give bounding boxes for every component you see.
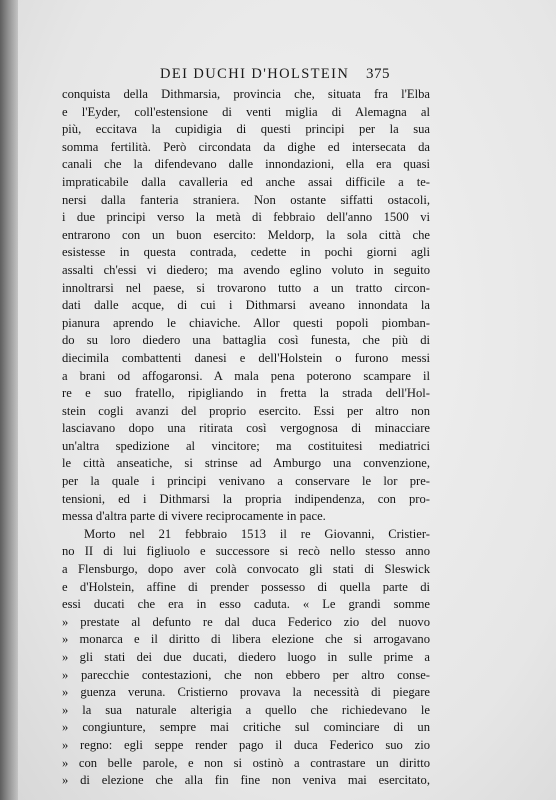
text-line: conquista della Dithmarsia, provincia che, situata fra l'Elba (62, 87, 430, 101)
paragraph-start-line: Morto nel 21 febbraio 1513 il re Giovanni, Cristier- (84, 526, 430, 541)
text-line: tensioni, ed i Dithmarsi la propria indipendenza, con pro- (62, 491, 430, 506)
text-line: pianura aprendo le chiaviche. Allor questi popoli piomban- (62, 315, 430, 330)
quoted-line: » gli stati dei due ducati, diedero luogo in sulle prime a (62, 650, 430, 664)
quoted-line: » la sua naturale alterigia a quello che richiedevano le (62, 702, 430, 717)
text-line: stein cogli avanzi del proprio esercito. Essi per altro non (62, 403, 430, 418)
text-line: lasciavano dopo una ritirata così vergognosa di minacciare (62, 421, 430, 436)
text-line: nersi dalla fanteria straniera. Non ostante siffatti ostacoli, (62, 192, 430, 207)
text-line: e l'Eyder, coll'estensione di venti miglia di Alemagna al (62, 104, 430, 119)
text-line: esistesse in questa contrada, cedette in pochi giorni agli (62, 245, 430, 260)
text-line: do su loro diedero una battaglia così funesta, che più di (62, 333, 430, 348)
text-line: somma fertilità. Però circondata da dighe ed intersecata da (62, 139, 430, 154)
text-line: assalti ch'essi vi diedero; ma avendo eglino voluto in seguito (62, 262, 430, 277)
quoted-line: » con belle parole, e non si ostinò a contrastare un diritto (62, 755, 430, 770)
text-line: a Flensburgo, dopo aver colà convocato gli stati di Sleswick (62, 562, 430, 577)
text-line: entrarono con un buon esercito: Meldorp, la sola città che (62, 227, 430, 242)
text-line: per la quale i principi venivano a conservare le lor pre- (62, 474, 430, 489)
quoted-line: » guenza veruna. Cristierno provava la necessità di piegare (62, 685, 430, 700)
quoted-line: » monarca e il diritto di libera elezione che si arrogavano (62, 632, 430, 647)
quoted-line: » di elezione che alla fin fine non veniva mai esercitato, (62, 773, 430, 788)
text-line: impraticabile dalla cavalleria ed anche assai difficile a te- (62, 174, 430, 189)
quoted-line: » prestate al defunto re dal duca Federico zio del nuovo (62, 614, 430, 629)
quoted-line: » parecchie contestazioni, che non ebbero per altro conse- (62, 667, 430, 682)
text-line: essi ducati che era in esso caduta. « Le grandi somme (62, 597, 430, 612)
text-line: a brani od affogaronsi. A mala pena poterono scampare il (62, 368, 430, 383)
text-line: no II di lui figliuolo e successore si recò nello stesso anno (62, 544, 430, 559)
text-line: un'altra spedizione al vincitore; ma costituitesi mediatrici (62, 438, 430, 453)
text-line: le città anseatiche, si strinse ad Amburgo una convenzione, (62, 456, 430, 471)
text-line: diecimila combattenti danesi e dell'Holstein o furono messi (62, 350, 430, 365)
text-line: canali che la difendevano dalle innondazioni, ella era quasi (62, 157, 430, 172)
quoted-line: » regno: egli seppe render pago il duca Federico suo zio (62, 737, 430, 752)
page-header (0, 66, 556, 86)
text-line: i due principi verso la metà di febbraio dell'anno 1500 vi (62, 210, 430, 225)
text-line: più, eccitava la cupidigia di questi principi per la sua (62, 122, 430, 137)
text-line: dati dalle acque, di cui i Dithmarsi aveano innondata la (62, 298, 430, 313)
page-number: 375 (366, 66, 390, 82)
text-line: innoltrarsi nel paese, si trovarono tutto a un tratto circon- (62, 280, 430, 295)
text-line: re e suo fratello, ripigliando in fretta la strada dell'Hol- (62, 386, 430, 401)
body-text (62, 86, 430, 790)
quoted-line: » congiunture, sempre mai critiche sul cominciare di un (62, 720, 430, 735)
running-title: DEI DUCHI D'HOLSTEIN (160, 66, 350, 82)
paragraph-end-line: messa d'altra parte di vivere reciprocamente in pace. (62, 509, 326, 524)
text-line: e d'Holstein, affine di prender possesso di quella parte di (62, 579, 430, 594)
